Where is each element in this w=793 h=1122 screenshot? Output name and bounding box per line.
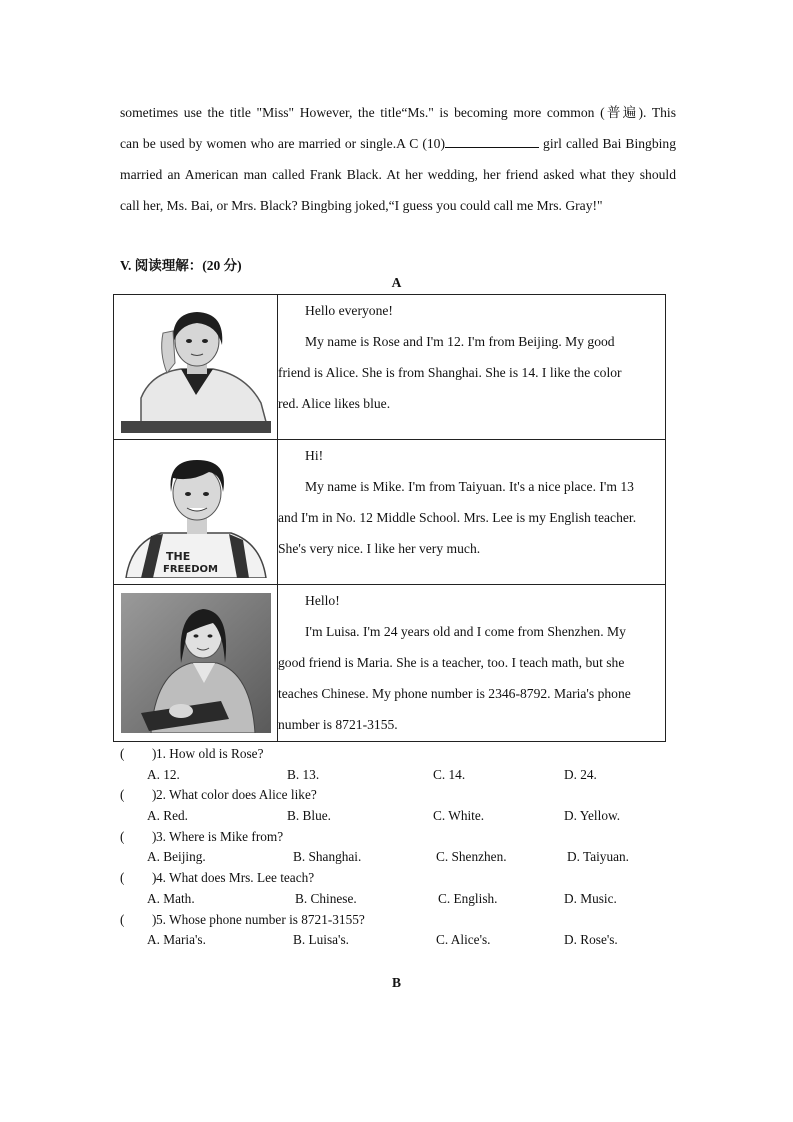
answer-paren-open[interactable]: ( xyxy=(120,911,125,927)
passage-line: sometimes use the title "Miss" However, the title“Ms." is becoming more common (普遍). This xyxy=(120,105,676,120)
answer-paren-close: ) xyxy=(152,828,157,844)
answer-blank[interactable] xyxy=(445,135,539,148)
question xyxy=(120,827,680,848)
question-text: 5. Whose phone number is 8721-3155? xyxy=(156,911,365,927)
question-text: 4. What does Mrs. Lee teach? xyxy=(156,870,315,886)
option-c: C. Shenzhen. xyxy=(436,849,507,865)
option-row xyxy=(120,806,680,827)
answer-paren-close: ) xyxy=(152,911,157,927)
photo-cell xyxy=(114,440,278,585)
option-d: D. Music. xyxy=(564,890,617,906)
greeting: Hello everyone! xyxy=(305,303,393,318)
question xyxy=(120,910,680,931)
greeting: Hello! xyxy=(305,593,340,608)
question xyxy=(120,868,680,889)
answer-paren-close: ) xyxy=(152,746,157,761)
option-a: A. Beijing. xyxy=(147,849,206,865)
section-title: V. 阅读理解：(20 分) xyxy=(120,258,242,273)
option-row xyxy=(120,847,680,868)
option-b: B. Chinese. xyxy=(295,890,357,906)
question xyxy=(120,744,680,765)
part-a-label: A xyxy=(391,275,402,290)
profile-line: teaches Chinese. My phone number is 2346-8792. Maria's phone xyxy=(278,686,631,701)
profile-line: She's very nice. I like her very much. xyxy=(278,541,481,556)
option-d: D. Taiyuan. xyxy=(567,849,629,865)
svg-text:THE: THE xyxy=(165,550,190,563)
option-c: C. Alice's. xyxy=(436,932,491,948)
profile-row xyxy=(114,295,666,440)
girl-at-desk-photo xyxy=(121,303,271,433)
option-row xyxy=(120,889,680,910)
option-c: C. White. xyxy=(433,808,485,824)
option-a: A. Maria's. xyxy=(147,932,206,948)
passage-line-with-blank xyxy=(120,128,676,159)
option-row xyxy=(120,930,680,951)
profile-line: number is 8721-3155. xyxy=(278,717,398,732)
option-d: D. 24. xyxy=(564,766,597,782)
passage-text: girl called Bai Bingbing xyxy=(539,136,677,151)
profile-row xyxy=(114,585,666,742)
profile-line: I'm Luisa. I'm 24 years old and I come from Shenzhen. My xyxy=(305,624,626,639)
part-b-label: B xyxy=(391,975,401,990)
option-b: B. Shanghai. xyxy=(293,849,362,865)
option-row xyxy=(120,765,680,786)
profile-text xyxy=(278,440,666,585)
profile-line: My name is Rose and I'm 12. I'm from Beijing. My good xyxy=(305,334,615,349)
question-text: 2. What color does Alice like? xyxy=(156,787,317,803)
option-a: A. Red. xyxy=(147,808,188,824)
profile-line: and I'm in No. 12 Middle School. Mrs. Lee is my English teacher. xyxy=(278,510,637,525)
answer-paren-open[interactable]: ( xyxy=(120,746,125,761)
passage-text: can be used by women who are married or single.A C (10) xyxy=(120,136,445,151)
option-c: C. 14. xyxy=(433,766,466,782)
profile-line: friend is Alice. She is from Shanghai. She is 14. I like the color xyxy=(278,365,622,380)
woman-with-folder-photo xyxy=(121,593,271,733)
question xyxy=(120,785,680,806)
question-list xyxy=(120,744,680,951)
option-b: B. Blue. xyxy=(287,808,331,824)
option-a: A. Math. xyxy=(147,890,195,906)
photo-cell xyxy=(114,295,278,440)
profile-line: red. Alice likes blue. xyxy=(278,396,391,411)
profile-text xyxy=(278,585,666,742)
option-b: B. 13. xyxy=(287,766,320,782)
profile-line: My name is Mike. I'm from Taiyuan. It's a nice place. I'm 13 xyxy=(305,479,634,494)
svg-text:FREEDOM: FREEDOM xyxy=(162,564,218,575)
answer-paren-close: ) xyxy=(152,870,157,886)
option-d: D. Yellow. xyxy=(564,808,621,824)
profiles-table xyxy=(113,294,666,742)
option-b: B. Luisa's. xyxy=(293,932,349,948)
question-text: 3. Where is Mike from? xyxy=(156,828,284,844)
greeting: Hi! xyxy=(305,448,324,463)
profile-row xyxy=(114,440,666,585)
profile-text xyxy=(278,295,666,440)
option-c: C. English. xyxy=(438,890,498,906)
answer-paren-close: ) xyxy=(152,787,157,803)
option-d: D. Rose's. xyxy=(564,932,618,948)
question-text: 1. How old is Rose? xyxy=(156,746,264,761)
option-a: A. 12. xyxy=(147,766,180,782)
passage-line: married an American man called Frank Black. At her wedding, her friend asked what they should xyxy=(120,167,676,182)
profile-line: good friend is Maria. She is a teacher, too. I teach math, but she xyxy=(278,655,625,670)
answer-paren-open[interactable]: ( xyxy=(120,828,125,844)
passage-line: call her, Ms. Bai, or Mrs. Black? Bingbing joked,“I guess you could call me Mrs. Gray!" xyxy=(120,198,603,213)
passage-continuation xyxy=(120,97,676,221)
answer-paren-open[interactable]: ( xyxy=(120,787,125,803)
boy-with-backpack-photo xyxy=(121,448,271,578)
photo-cell xyxy=(114,585,278,742)
answer-paren-open[interactable]: ( xyxy=(120,870,125,886)
